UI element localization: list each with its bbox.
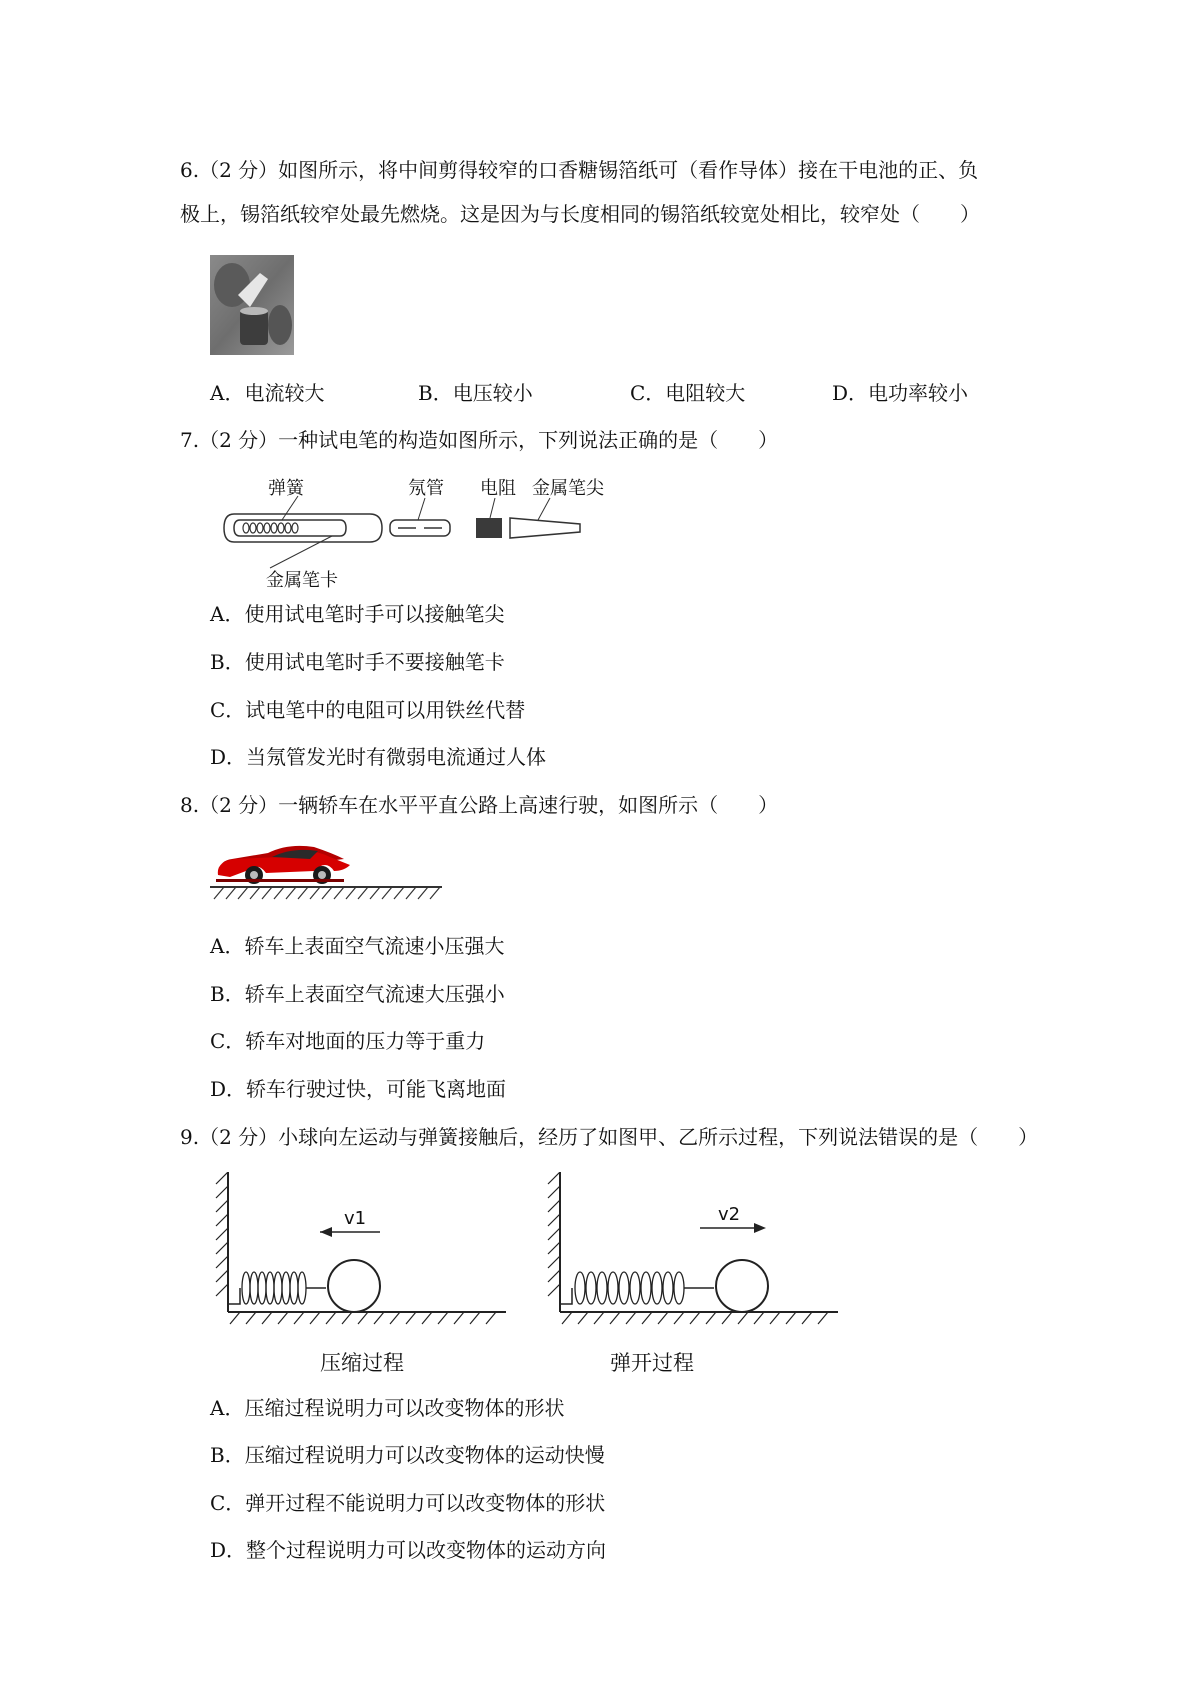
- q6-option-a: A．电流较大: [210, 381, 325, 405]
- label-neon-tube: 氖管: [408, 478, 444, 499]
- pen-body: [224, 514, 382, 542]
- q6-stem-line1: 6.（2 分）如图所示，将中间剪得较窄的口香糖锡箔纸可（看作导体）接在干电池的正、负: [180, 158, 979, 182]
- q6-foil-photo: [210, 255, 294, 355]
- car-icon: [216, 846, 350, 884]
- resistor: [476, 518, 502, 538]
- q6-option-c: C．电阻较大: [630, 381, 746, 405]
- q7-stem: 7.（2 分）一种试电笔的构造如图所示，下列说法正确的是（ ）: [180, 428, 779, 452]
- label-resistor: 电阻: [480, 478, 516, 499]
- q9-option-c: C．弹开过程不能说明力可以改变物体的形状: [210, 1491, 606, 1515]
- q8-car-diagram: [210, 835, 442, 907]
- q8-option-d: D．轿车行驶过快，可能飞离地面: [210, 1077, 507, 1101]
- q9-stem: 9.（2 分）小球向左运动与弹簧接触后，经历了如图甲、乙所示过程，下列说法错误的是（ ）: [180, 1125, 1039, 1149]
- label-metal-tip: 金属笔尖: [532, 478, 604, 499]
- q6-stem-line2: 极上，锡箔纸较窄处最先燃烧。这是因为与长度相同的锡箔纸较宽处相比，较窄处（ ）: [180, 202, 980, 226]
- q7-option-a: A．使用试电笔时手可以接触笔尖: [210, 602, 505, 626]
- release-figure: [548, 1172, 838, 1375]
- q7-option-d: D．当氖管发光时有微弱电流通过人体: [210, 745, 547, 769]
- compressed-spring: [242, 1272, 306, 1304]
- q9-option-a: A．压缩过程说明力可以改变物体的形状: [210, 1396, 565, 1420]
- q8-stem: 8.（2 分）一辆轿车在水平平直公路上高速行驶，如图所示（ ）: [180, 793, 779, 817]
- q8-option-c: C．轿车对地面的压力等于重力: [210, 1029, 486, 1053]
- q7-option-b: B．使用试电笔时手不要接触笔卡: [210, 650, 505, 674]
- ball: [328, 1260, 380, 1312]
- metal-tip: [510, 518, 580, 538]
- q6-option-b: B．电压较小: [418, 381, 533, 405]
- q8-option-a: A．轿车上表面空气流速小压强大: [210, 934, 505, 958]
- spring-coils: [243, 523, 298, 533]
- label-v2: v2: [718, 1204, 741, 1225]
- q7-option-c: C．试电笔中的电阻可以用铁丝代替: [210, 698, 526, 722]
- q7-test-pen-diagram: [220, 472, 620, 592]
- q9-option-d: D．整个过程说明力可以改变物体的运动方向: [210, 1538, 607, 1562]
- compression-figure: [216, 1172, 506, 1375]
- q9-option-b: B．压缩过程说明力可以改变物体的运动快慢: [210, 1443, 605, 1467]
- ball: [716, 1260, 768, 1312]
- q9-spring-diagram: [210, 1172, 850, 1382]
- label-metal-clip: 金属笔卡: [266, 570, 338, 591]
- caption-release: 弹开过程: [610, 1351, 694, 1375]
- q6-option-d: D．电功率较小: [832, 381, 969, 405]
- road-hatching: [214, 887, 440, 899]
- label-v1: v1: [344, 1208, 367, 1229]
- caption-compression: 压缩过程: [320, 1351, 404, 1375]
- label-spring: 弹簧: [268, 478, 304, 499]
- extended-spring: [575, 1272, 684, 1304]
- q8-option-b: B．轿车上表面空气流速大压强小: [210, 982, 505, 1006]
- neon-tube: [390, 520, 450, 536]
